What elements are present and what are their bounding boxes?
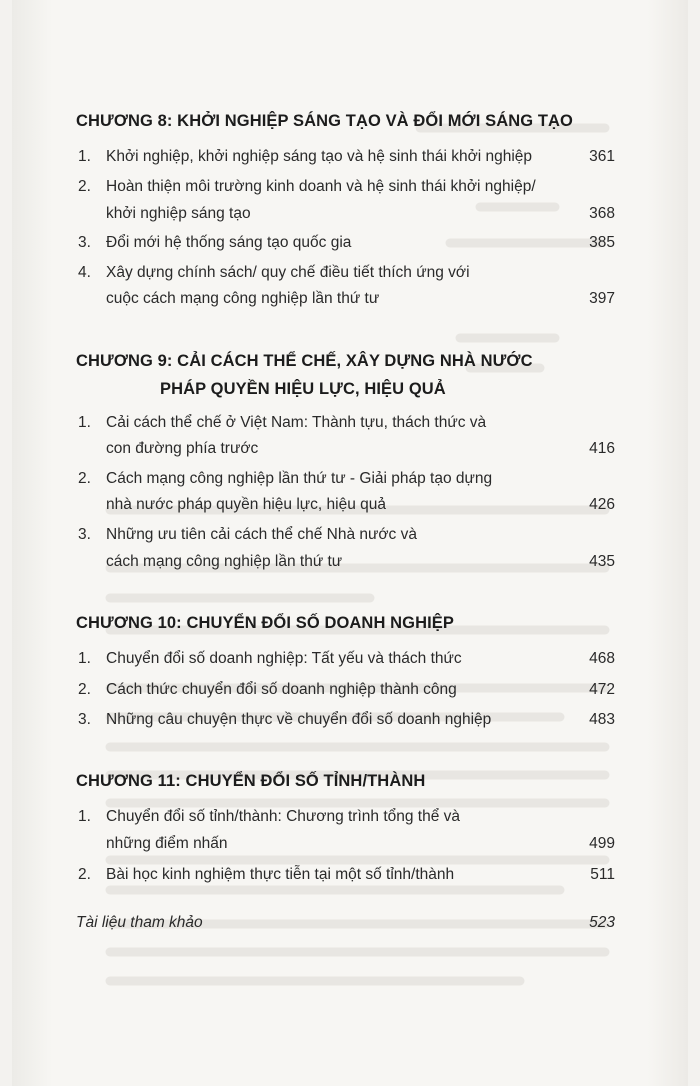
chapter-10-heading: CHƯƠNG 10: CHUYỂN ĐỔI SỐ DOANH NGHIỆP — [76, 614, 455, 632]
chapter-8-item-1-page: 361 — [589, 148, 615, 165]
chapter-8-item-2-title-line-2: khởi nghiệp sáng tạo — [106, 205, 251, 222]
chapter-8-item-1-number: 1. — [78, 148, 91, 165]
chapter-9-item-3-number: 3. — [78, 526, 91, 543]
chapter-8-item-3-title: Đổi mới hệ thống sáng tạo quốc gia — [106, 234, 352, 251]
chapter-9-heading: CHƯƠNG 9: CẢI CÁCH THỂ CHẾ, XÂY DỰNG NHÀ NƯỚC — [76, 352, 533, 370]
chapter-10-item-1-number: 1. — [78, 650, 91, 667]
chapter-8-heading: CHƯƠNG 8: KHỞI NGHIỆP SÁNG TẠO VÀ ĐỔI MỚI SÁNG TẠO — [76, 112, 573, 130]
references-page: 523 — [589, 914, 615, 931]
chapter-8-item-1-title: Khởi nghiệp, khởi nghiệp sáng tạo và hệ sinh thái khởi nghiệp — [106, 148, 533, 165]
chapter-11-item-1-number: 1. — [78, 808, 91, 825]
chapter-8-item-4-title-line-2: cuộc cách mạng công nghiệp lần thứ tư — [106, 290, 380, 307]
chapter-9-heading-line-2: PHÁP QUYỀN HIỆU LỰC, HIỆU QUẢ — [160, 380, 446, 398]
chapter-8-item-3-page: 385 — [589, 234, 615, 251]
chapter-11-item-2-page: 511 — [590, 866, 615, 883]
chapter-8-item-4-title-line-1: Xây dựng chính sách/ quy chế điều tiết thích ứng với — [106, 264, 470, 281]
chapter-10-item-2-title: Cách thức chuyển đổi số doanh nghiệp thành công — [106, 681, 457, 698]
chapter-11-item-1-title-line-2: những điểm nhấn — [106, 835, 228, 852]
chapter-9-item-1-title-line-2: con đường phía trước — [106, 440, 259, 457]
chapter-11-heading: CHƯƠNG 11: CHUYỂN ĐỔI SỐ TỈNH/THÀNH — [76, 772, 426, 790]
chapter-9-item-2-page: 426 — [589, 496, 615, 513]
chapter-11-item-2-number: 2. — [78, 866, 91, 883]
chapter-8-item-4-number: 4. — [78, 264, 91, 281]
chapter-9-item-1-page: 416 — [589, 440, 615, 457]
chapter-9-item-2-title-line-1: Cách mạng công nghiệp lần thứ tư - Giải pháp tạo dựng — [106, 470, 493, 487]
chapter-11-item-1-title-line-1: Chuyển đổi số tỉnh/thành: Chương trình tổng thể và — [106, 808, 461, 825]
chapter-9-item-3-title-line-2: cách mạng công nghiệp lần thứ tư — [106, 553, 343, 570]
chapter-9-item-2-number: 2. — [78, 470, 91, 487]
chapter-9-item-1-title-line-1: Cải cách thể chế ở Việt Nam: Thành tựu, thách thức và — [106, 414, 487, 431]
chapter-11-item-1-page: 499 — [589, 835, 615, 852]
chapter-9-item-3-title-line-1: Những ưu tiên cải cách thể chế Nhà nước và — [106, 526, 417, 543]
chapter-10-item-3-number: 3. — [78, 711, 91, 728]
chapter-8-item-2-number: 2. — [78, 178, 91, 195]
chapter-8-item-4-page: 397 — [589, 290, 615, 307]
chapter-8-item-2-title-line-1: Hoàn thiện môi trường kinh doanh và hệ sinh thái khởi nghiệp/ — [106, 178, 536, 195]
references-label: Tài liệu tham khảo — [76, 914, 203, 931]
chapter-9-item-1-number: 1. — [78, 414, 91, 431]
chapter-9-item-3-page: 435 — [589, 553, 615, 570]
chapter-10-item-2-number: 2. — [78, 681, 91, 698]
chapter-10-item-3-page: 483 — [589, 711, 615, 728]
chapter-8-item-2-page: 368 — [589, 205, 615, 222]
chapter-10-item-3-title: Những câu chuyện thực về chuyển đổi số doanh nghiệp — [106, 711, 492, 728]
chapter-10-item-2-page: 472 — [589, 681, 615, 698]
chapter-9-item-2-title-line-2: nhà nước pháp quyền hiệu lực, hiệu quả — [106, 496, 386, 513]
chapter-8-item-3-number: 3. — [78, 234, 91, 251]
chapter-10-item-1-title: Chuyển đổi số doanh nghiệp: Tất yếu và thách thức — [106, 650, 462, 667]
chapter-10-item-1-page: 468 — [589, 650, 615, 667]
chapter-11-item-2-title: Bài học kinh nghiệm thực tiễn tại một số tỉnh/thành — [106, 866, 455, 883]
